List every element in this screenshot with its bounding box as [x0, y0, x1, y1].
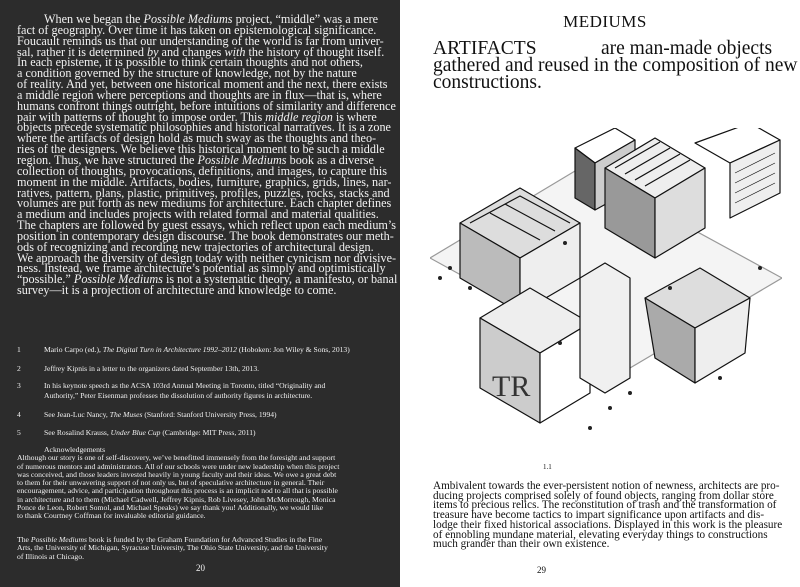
text-segment: Mario Carpo (ed.),: [44, 345, 103, 354]
text-segment: to them for their unwavering support of not only us, but of speculative architecture in general. Their: [17, 478, 325, 488]
text-segment: book as a diverse: [286, 152, 374, 167]
text-segment: encouragement, advice, and participation throughout this process is an implicit nod to all that is possible: [17, 486, 338, 496]
text-line: [44, 381, 325, 391]
italic-title: Possible Mediums: [30, 535, 88, 544]
figure-axonometric-drawing: [430, 128, 782, 460]
footnote-text: [44, 364, 259, 374]
footnote-number: 2: [17, 364, 21, 373]
text-segment: The chapters are followed by guest essays, which reflect upon each medium’s: [17, 218, 397, 233]
italic-title: Possible Mediums: [143, 12, 233, 26]
text-segment: Ambivalent towards the ever-persistent notion of newness, architects are pro-: [433, 480, 780, 492]
text-line: [44, 428, 256, 438]
acknowledgements-text: [17, 454, 339, 520]
text-segment: moment in the middle. Artifacts, bodies, furniture, graphics, grids, lines, nar-: [17, 174, 392, 189]
italic-title: The Muses: [109, 410, 143, 419]
text-line: [44, 391, 325, 401]
text-segment: a medium and includes projects with related formal and material qualities.: [17, 207, 379, 222]
text-segment: of numerous mentors and administrators. All of our schools were under new leadership when this project: [17, 461, 340, 471]
text-segment: book is funded by the Graham Foundation for Advanced Studies in the Fine: [87, 535, 323, 544]
text-segment: ratives, pattern, plans, plastic, primitives, profiles, puzzles, rocks, stacks and: [17, 185, 390, 200]
text-segment: We approach the diversity of design today with neither cynicism nor divisive-: [17, 250, 397, 265]
italic-title: Possible Mediums: [73, 272, 163, 287]
footnote-text: [44, 345, 350, 355]
text-segment: In each episteme, it is possible to think certain thoughts and not others,: [17, 55, 363, 70]
body-text: [433, 482, 782, 550]
italic-title: Possible Mediums: [197, 152, 287, 167]
text-segment: See Rosalind Krauss,: [44, 428, 111, 437]
footnote-number: 3: [17, 381, 21, 390]
text-segment: (Stanford: Stanford University Press, 1994): [142, 410, 277, 419]
definition-text: are man-made objects: [601, 38, 773, 59]
term: ARTIFACTS: [433, 38, 537, 59]
text-segment: collection of thoughts, provocations, definitions, and images, to capture this: [17, 163, 387, 178]
text-segment: was conceived, and those leaders invested heavily in young faculty and their ideas. We owe a great debt: [17, 469, 337, 479]
text-segment: “possible.”: [17, 272, 74, 287]
acknowledgements-title: Acknowledgements: [44, 445, 106, 454]
text-segment: Although our story is one of self-discovery, we’ve benefitted immensely from the foresight and support: [17, 453, 336, 463]
text-segment: is where: [332, 109, 377, 124]
definition: [433, 40, 797, 91]
text-segment: survey—it is a projection of architecture and knowledge to come.: [17, 283, 337, 298]
text-segment: ducing projects comprised solely of found objects, ranging from dollar store: [433, 489, 774, 502]
svg-text:TR: TR: [492, 370, 531, 403]
text-segment: a middle region where perceptions and thoughts are in flux—that is, where: [17, 87, 382, 102]
definition-text: gathered and reused in the composition of new: [433, 55, 798, 76]
text-line: [17, 285, 397, 296]
text-segment: where the artifacts of design hold as much sway as the thoughts and theo-: [17, 131, 377, 146]
text-segment: lodge their fixed historical associations. Displayed in this work is the pleasure: [433, 518, 783, 531]
acknowledgements: [17, 446, 339, 521]
intro-essay: [17, 14, 397, 296]
text-segment: Foucault reminds us that our understanding of the world is far from univer-: [17, 33, 384, 48]
chapter-heading: MEDIUMS: [563, 12, 647, 31]
italic-title: The Digital Turn in Architecture 1992–2012: [102, 345, 237, 354]
text-segment: to thank Courtney Coffman for invaluable editorial guidance.: [17, 511, 206, 521]
text-segment: In his keynote speech as the ACSA 103rd Annual Meeting in Toronto, titled “Originality and: [44, 381, 326, 390]
italic-title: by: [146, 44, 159, 59]
text-line: [433, 540, 782, 550]
text-segment: humans confront things outright, before intuitions of similarity and difference: [17, 98, 396, 113]
text-segment: objects precede systematic philosophies and historical narratives. It is a zone: [17, 120, 391, 135]
text-segment: Arts, the University of Michigan, Syracuse University, The Ohio State University, and the University: [17, 543, 328, 553]
text-line: [44, 345, 350, 355]
text-segment: region. Thus, we have structured the: [17, 152, 198, 167]
text-segment: the history of thought itself.: [245, 44, 385, 59]
footnote-text: [44, 428, 256, 438]
text-line: [44, 410, 277, 420]
footnote-number: 5: [17, 428, 21, 437]
text-segment: See Jean-Luc Nancy,: [44, 410, 110, 419]
funding-note: [17, 536, 328, 561]
text-segment: (Hoboken: Jon Wiley & Sons, 2013): [236, 345, 350, 354]
footnote-number: 1: [17, 345, 21, 354]
text-segment: in architecture and to them (Michael Cadwell, Jeffrey Kipnis, Rob Livesey, John McMorrough, Monica: [17, 494, 336, 504]
footnote-text: [44, 381, 325, 400]
text-line: [17, 553, 328, 561]
text-segment: sal, rather it is determined: [17, 44, 147, 59]
text-segment: ness. Instead, we frame architecture’s potential as simply and optimistically: [17, 261, 386, 276]
text-segment: Jeffrey Kipnis in a letter to the organizers dated September 13th, 2013.: [44, 364, 260, 373]
text-segment: Ponce de Leon, Robert Somol, and Michael Speaks) we say thank you! Additionally, we would like: [17, 503, 324, 513]
text-segment: and changes: [158, 44, 225, 59]
text-segment: position in contemporary design discourse. The book demonstrates our meth-: [17, 228, 394, 243]
text-segment: a condition governed by the structure of knowledge, not by the nature: [17, 66, 357, 81]
text-segment: When we began the: [44, 12, 144, 26]
text-segment: of reality. And yet, between one historical moment and the next, there exists: [17, 77, 388, 92]
footnote-number: 4: [17, 410, 21, 419]
text-segment: is not a systematic theory, a manifesto, or banal: [162, 272, 398, 287]
text-segment: (Cambridge: MIT Press, 2011): [160, 428, 256, 437]
text-segment: much grander than their own existence.: [433, 538, 610, 551]
figure-caption: 1.1: [543, 463, 552, 471]
text-segment: ods of recognizing and recording new trajectories of architectural design.: [17, 239, 374, 254]
text-segment: of ennobling mundane material, elevating everyday things to constructions: [433, 528, 768, 541]
italic-title: with: [224, 44, 246, 59]
text-segment: ries of the designers. We believe this historical moment to be such a middle: [17, 142, 385, 157]
text-segment: of Illinois at Chicago.: [17, 551, 85, 561]
text-segment: volumes are put forth as new mediums for architecture. Each chapter defines: [17, 196, 392, 211]
italic-title: middle region: [265, 109, 333, 124]
right-page: [400, 0, 800, 587]
text-segment: project, “middle” was a mere: [232, 12, 379, 26]
text-segment: Authority,” Peter Eisenman professes the dissolution of authority figures in architecture.: [44, 390, 313, 400]
text-segment: The: [17, 535, 31, 544]
text-line: [44, 364, 259, 374]
text-line: [17, 512, 339, 520]
page-number: 29: [537, 565, 546, 575]
italic-title: Under Blue Cup: [110, 428, 161, 437]
footnote-text: [44, 410, 277, 420]
definition-text: constructions.: [433, 72, 542, 93]
text-segment: fact of geography. Over time it has taken on epistemological significance.: [17, 22, 377, 37]
text-segment: items to precious relics. The reconstitution of trash and the transformation of: [433, 499, 777, 512]
text-segment: pair with patterns of thought to impose order. This: [17, 109, 266, 124]
page-number: 20: [196, 563, 205, 573]
text-segment: treasure have become tactics to impart significance upon artifacts and dis-: [433, 509, 765, 522]
